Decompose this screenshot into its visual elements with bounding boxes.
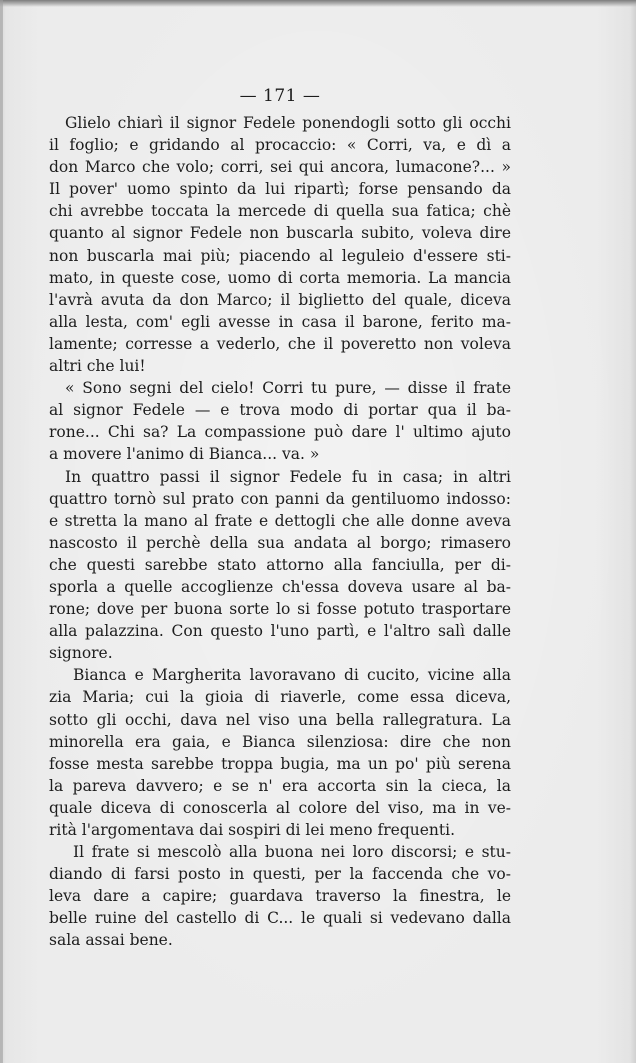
text-line: al signor Fedele — e trova modo di portar qua il ba- bbox=[49, 401, 511, 420]
text-line: non buscarla mai più; piacendo al leguleio d'essere sti- bbox=[49, 246, 511, 265]
text-line: diando di farsi posto in questi, per la faccenda che vo- bbox=[49, 865, 511, 884]
paragraph-5 bbox=[49, 841, 511, 951]
text-line: sotto gli occhi, dava nel viso una bella rallegratura. La bbox=[49, 710, 511, 729]
text-line: il foglio; e gridando al procaccio: « Corri, va, e dì a bbox=[49, 136, 511, 155]
text-line: nascosto il perchè della sua andata al borgo; rimasero bbox=[49, 533, 511, 552]
text-line: quattro tornò sul prato con panni da gentiluomo indosso: bbox=[49, 489, 511, 508]
text-line: Il frate si mescolò alla buona nei loro discorsi; e stu- bbox=[73, 843, 511, 862]
text-line: alla palazzina. Con questo l'uno partì, e l'altro salì dalle bbox=[49, 622, 511, 641]
text-line: rone; dove per buona sorte lo si fosse potuto trasportare bbox=[49, 600, 511, 619]
page-left-edge bbox=[0, 0, 3, 1063]
text-line: sala assai bene. bbox=[49, 931, 173, 950]
paragraph-3 bbox=[49, 466, 511, 665]
text-line: Glielo chiarì il signor Fedele ponendogli sotto gli occhi bbox=[65, 114, 511, 132]
text-line: rità l'argomentava dai sospiri di lei meno frequenti. bbox=[49, 821, 456, 839]
text-line: minorella era gaia, e Bianca silenziosa: dire che non bbox=[49, 732, 511, 751]
text-line: In quattro passi il signor Fedele fu in casa; in altri bbox=[65, 467, 511, 486]
page-top-edge bbox=[0, 0, 636, 7]
page-number: — 171 — bbox=[239, 86, 321, 106]
paragraph-4 bbox=[49, 664, 511, 841]
text-line: Bianca e Margherita lavoravano di cucito, vicine alla bbox=[73, 666, 511, 685]
text-line: « Sono segni del cielo! Corri tu pure, — disse il frate bbox=[65, 379, 511, 398]
body-text bbox=[49, 112, 511, 952]
text-line: e stretta la mano al frate e dettogli che alle donne aveva bbox=[49, 511, 511, 530]
text-line: Il pover' uomo spinto da lui ripartì; forse pensando da bbox=[49, 180, 511, 199]
text-line: lamente; corresse a vederlo, che il poveretto non voleva bbox=[49, 334, 511, 353]
text-line: l'avrà avuta da don Marco; il biglietto del quale, diceva bbox=[49, 290, 511, 309]
text-line: a movere l'animo di Bianca... va. » bbox=[49, 445, 320, 464]
text-line: alla lesta, com' egli avesse in casa il barone, ferito ma- bbox=[49, 312, 511, 331]
text-line: fosse mesta sarebbe troppa bugia, ma un po' più serena bbox=[49, 754, 511, 773]
text-line: rone... Chi sa? La compassione può dare l' ultimo ajuto bbox=[49, 423, 511, 442]
text-line: signore. bbox=[49, 644, 113, 663]
text-line: la pareva davvero; e se n' era accorta sin la cieca, la bbox=[49, 776, 511, 795]
text-line: quale diceva di conoscerla al colore del viso, ma in ve- bbox=[49, 798, 511, 817]
text-line: mato, in queste cose, uomo di corta memoria. La mancia bbox=[49, 268, 511, 287]
text-line: don Marco che volo; corri, sei qui ancora, lumacone?... » bbox=[49, 158, 511, 177]
text-line: sporla a quelle accoglienze ch'essa doveva usare al ba- bbox=[49, 577, 511, 596]
text-line: quanto al signor Fedele non buscarla subito, voleva dire bbox=[49, 224, 511, 243]
paragraph-1 bbox=[49, 112, 511, 377]
text-line: chi avrebbe toccata la mercede di quella sua fatica; chè bbox=[49, 202, 511, 221]
paragraph-2 bbox=[49, 377, 511, 465]
text-line: che questi sarebbe stato attorno alla fanciulla, per di- bbox=[49, 555, 511, 574]
text-line: belle ruine del castello di C... le quali si vedevano dalla bbox=[49, 909, 511, 928]
text-line: altri che lui! bbox=[49, 357, 146, 376]
text-line: zia Maria; cui la gioia di riaverle, come essa diceva, bbox=[49, 688, 511, 707]
text-line: leva dare a capire; guardava traverso la finestra, le bbox=[49, 887, 511, 906]
